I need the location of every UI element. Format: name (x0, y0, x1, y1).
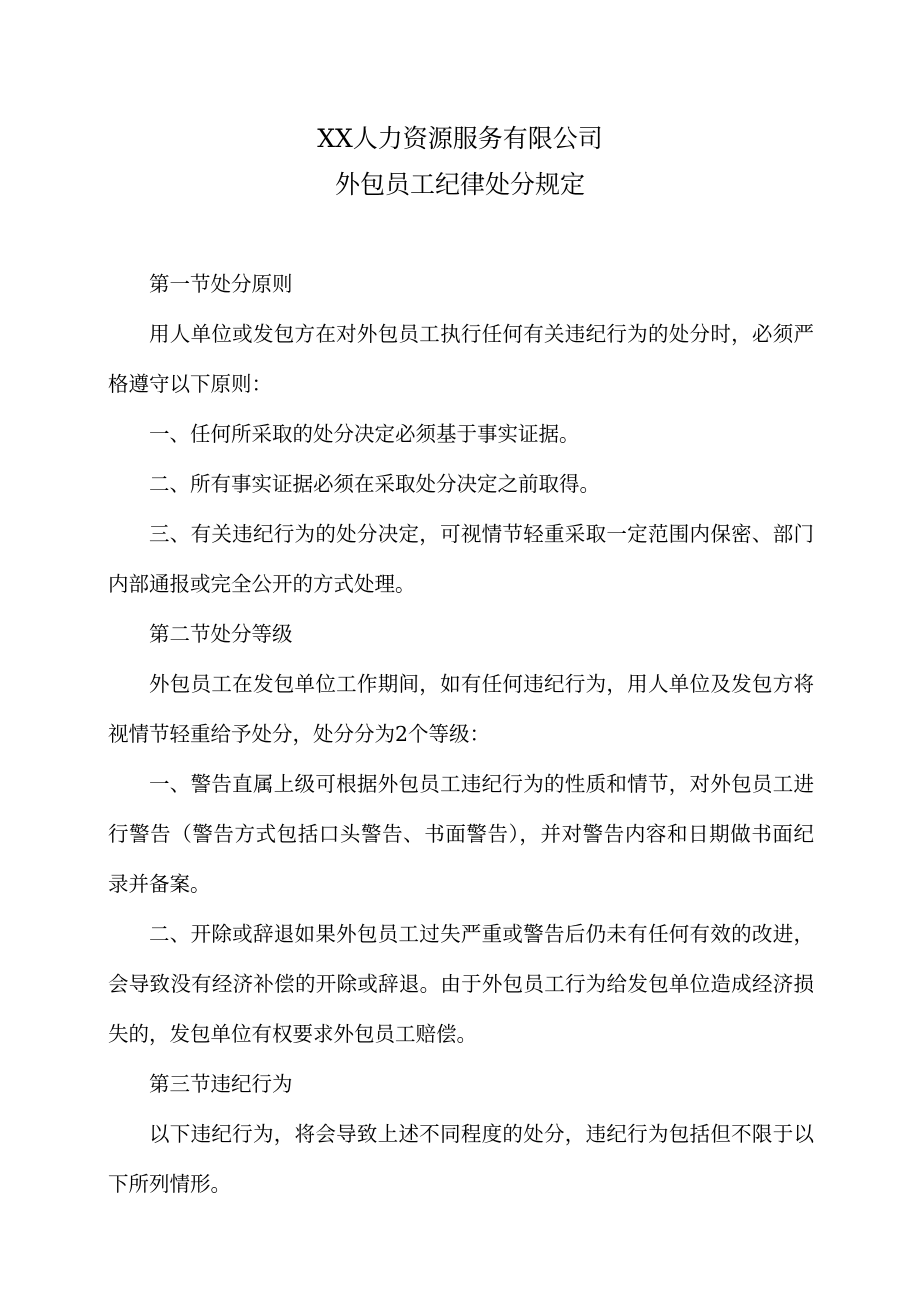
paragraph: 以下违纪行为，将会导致上述不同程度的处分，违纪行为包括但不限于以下所列情形。 (108, 1122, 814, 1196)
section-heading-3: 第三节违纪行为 (149, 1072, 293, 1096)
paragraph: 一、警告直属上级可根据外包员工违纪行为的性质和情节，对外包员工进行警告（警告方式包括口头警告、书面警告），并对警告内容和日期做书面纪录并备案。 (108, 772, 814, 896)
paragraph: 外包员工在发包单位工作期间，如有任何违纪行为，用人单位及发包方将视情节轻重给予处分，处分分为2个等级： (108, 672, 814, 746)
section-heading-1: 第一节处分原则 (149, 272, 293, 296)
paragraph: 一、任何所采取的处分决定必须基于事实证据。 (149, 422, 580, 446)
paragraph: 用人单位或发包方在对外包员工执行任何有关违纪行为的处分时，必须严格遵守以下原则： (108, 322, 814, 396)
paragraph: 三、有关违纪行为的处分决定，可视情节轻重采取一定范围内保密、部门内部通报或完全公开的方式处理。 (108, 522, 814, 596)
paragraph: 二、所有事实证据必须在采取处分决定之前取得。 (149, 472, 600, 496)
document-title: 外包员工纪律处分规定 (334, 170, 585, 199)
company-name: XX人力资源服务有限公司 (317, 124, 603, 153)
paragraph: 二、开除或辞退如果外包员工过失严重或警告后仍未有任何有效的改进，会导致没有经济补偿的开除或辞退。由于外包员工行为给发包单位造成经济损失的，发包单位有权要求外包员工赔偿。 (108, 922, 814, 1046)
section-heading-2: 第二节处分等级 (149, 622, 293, 646)
document-body (108, 259, 814, 1209)
